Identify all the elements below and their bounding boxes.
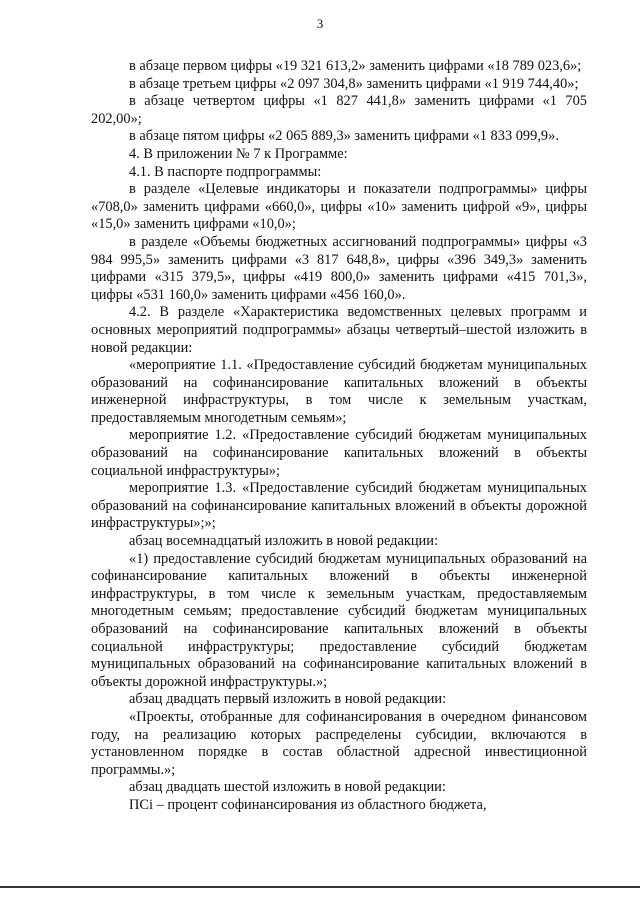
page-bottom-edge — [0, 886, 640, 888]
paragraph: в разделе «Целевые индикаторы и показатели подпрограммы» цифры «708,0» заменить цифрами «660,0», цифры «10» заменить цифрой «9», цифры «15,0» заменить цифрами «10,0»; — [91, 181, 587, 233]
paragraph: абзац двадцать шестой изложить в новой редакции: — [129, 779, 446, 796]
paragraph: в абзаце пятом цифры «2 065 889,3» заменить цифрами «1 833 099,9». — [129, 128, 559, 145]
section-heading: 4. В приложении № 7 к Программе: — [129, 145, 348, 162]
paragraph: «мероприятие 1.1. «Предоставление субсидий бюджетам муниципальных образований на софинансирование капитальных вложений в объекты инженерной инфраструктуры, в том числе к земельным участкам, предоставляемым многодетным семьям»; — [91, 357, 587, 426]
paragraph: мероприятие 1.3. «Предоставление субсидий бюджетам муниципальных образований на софинансирование капитальных вложений в объекты дорожной инфраструктуры»;»; — [91, 480, 587, 532]
paragraph: в абзаце первом цифры «19 321 613,2» заменить цифрами «18 789 023,6»; — [129, 58, 582, 74]
subsection-heading: 4.1. В паспорте подпрограммы: — [129, 163, 322, 180]
paragraph: ПСi – процент софинансирования из областного бюджета, — [129, 796, 487, 813]
paragraph: 4.2. В разделе «Характеристика ведомственных целевых программ и основных мероприятий подпрограммы» абзацы четвертый–шестой изложить в новой редакции: — [91, 304, 587, 356]
paragraph: «Проекты, отобранные для софинансирования в очередном финансовом году, на реализацию которых распределены субсидии, включаются в установленном порядке в состав областной адресной инвестиционной программы.»; — [91, 708, 587, 778]
paragraph: в абзаце четвертом цифры «1 827 441,8» заменить цифрами «1 705 202,00»; — [91, 93, 587, 127]
paragraph: абзац восемнадцатый изложить в новой редакции: — [129, 533, 438, 550]
document-body — [91, 58, 587, 815]
paragraph: абзац двадцать первый изложить в новой редакции: — [129, 691, 447, 708]
page-number: 3 — [316, 16, 324, 31]
paragraph: в разделе «Объемы бюджетных ассигнований подпрограммы» цифры «3 984 995,5» заменить цифрами «3 817 648,8», цифры «396 349,3» заменить цифрами «315 379,5», цифры «419 800,0» заменить цифрами «415 701,3», цифры «531 160,0» заменить цифрами «456 160,0». — [91, 233, 587, 303]
paragraph: «1) предоставление субсидий бюджетам муниципальных образований на софинансирование капитальных вложений в объекты инженерной инфраструктуры, в том числе к земельным участкам, предоставляемым многодетным семьям; предоставление субсидий бюджетам муниципальных образований на софинансирование капитальных вложений в объекты социальной инфраструктуры; предоставление субсидий бюджетам муниципальных образований на софинансирование капитальных вложений в объекты дорожной инфраструктуры.»; — [91, 550, 587, 690]
paragraph: мероприятие 1.2. «Предоставление субсидий бюджетам муниципальных образований на софинансирование капитальных вложений в объекты социальной инфраструктуры»; — [91, 427, 587, 479]
paragraph: в абзаце третьем цифры «2 097 304,8» заменить цифрами «1 919 744,40»; — [129, 75, 579, 92]
